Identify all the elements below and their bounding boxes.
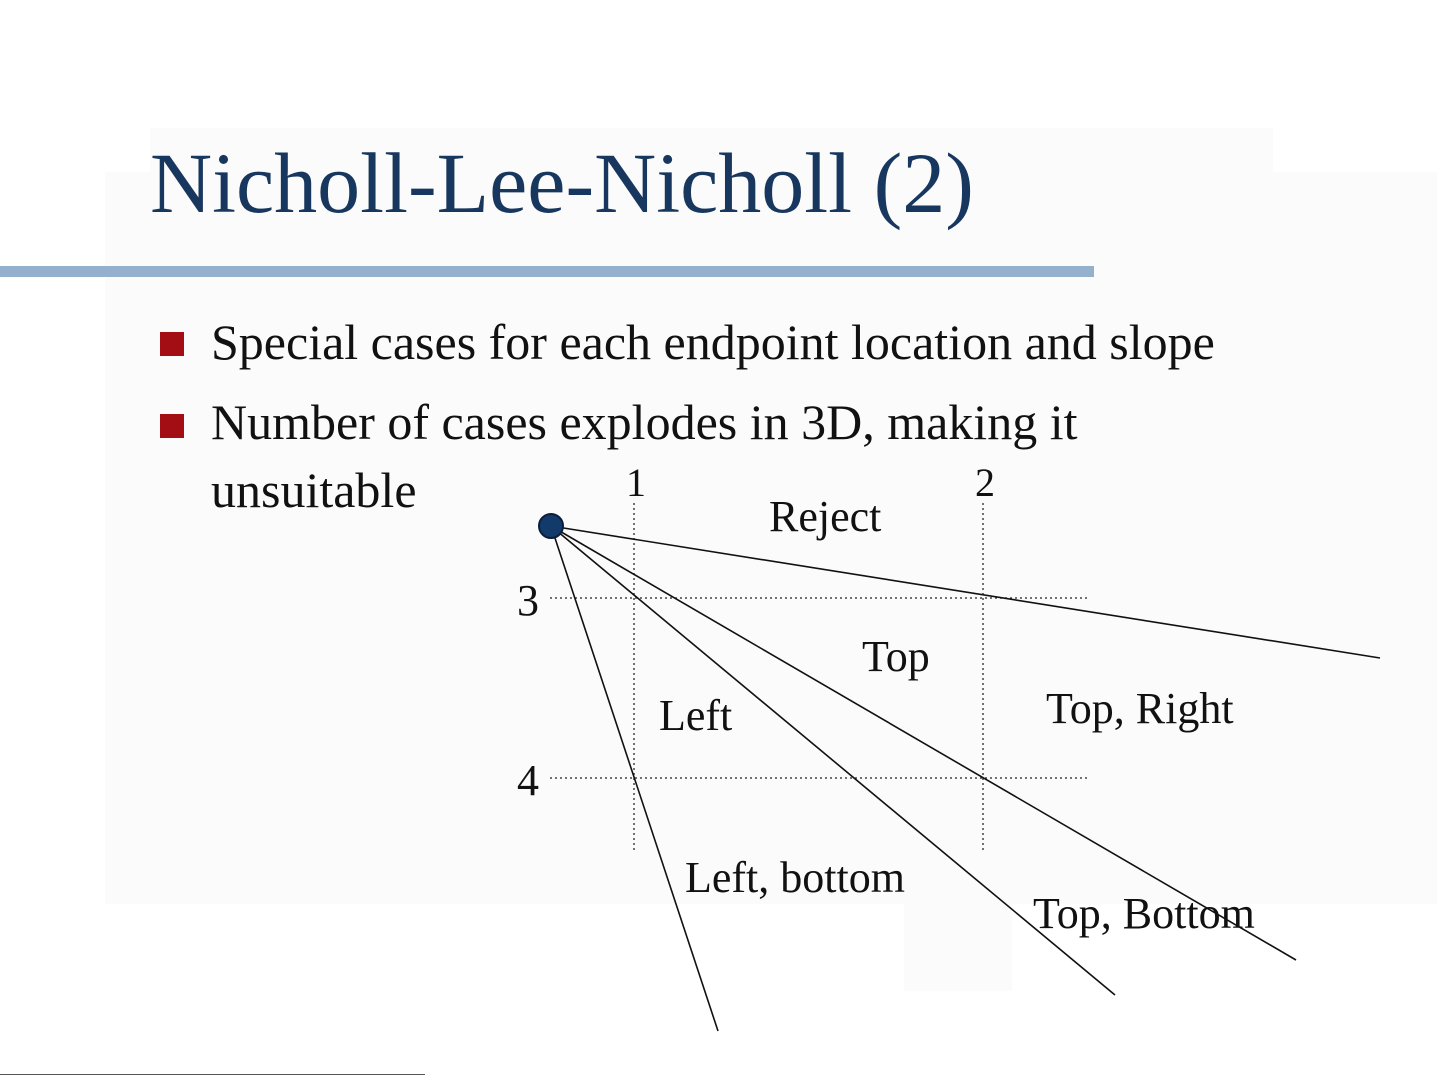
boundary-label-4: 4 <box>517 756 539 805</box>
slide-title: Nicholl-Lee-Nicholl (2) <box>150 135 974 231</box>
boundary-label-1: 1 <box>626 460 646 505</box>
boundary-label-3: 3 <box>517 576 539 625</box>
ray-top-bottom-lower <box>551 526 1115 995</box>
footer-divider <box>0 1074 425 1075</box>
region-label-reject: Reject <box>769 492 882 541</box>
bullet-text: Special cases for each endpoint location and slope <box>211 314 1215 370</box>
bullet-text-continued: unsuitable <box>211 462 417 518</box>
region-label-top: Top <box>862 632 930 681</box>
region-label-top-bottom: Top, Bottom <box>1033 889 1255 938</box>
bullet-text: Number of cases explodes in 3D, making it <box>211 394 1078 450</box>
ray-top-right <box>551 526 1380 658</box>
boundary-label-2: 2 <box>975 460 995 505</box>
endpoint-marker <box>539 514 563 538</box>
region-label-top-right: Top, Right <box>1046 684 1234 733</box>
region-label-left: Left <box>659 691 733 740</box>
region-label-left-bottom: Left, bottom <box>685 853 905 902</box>
